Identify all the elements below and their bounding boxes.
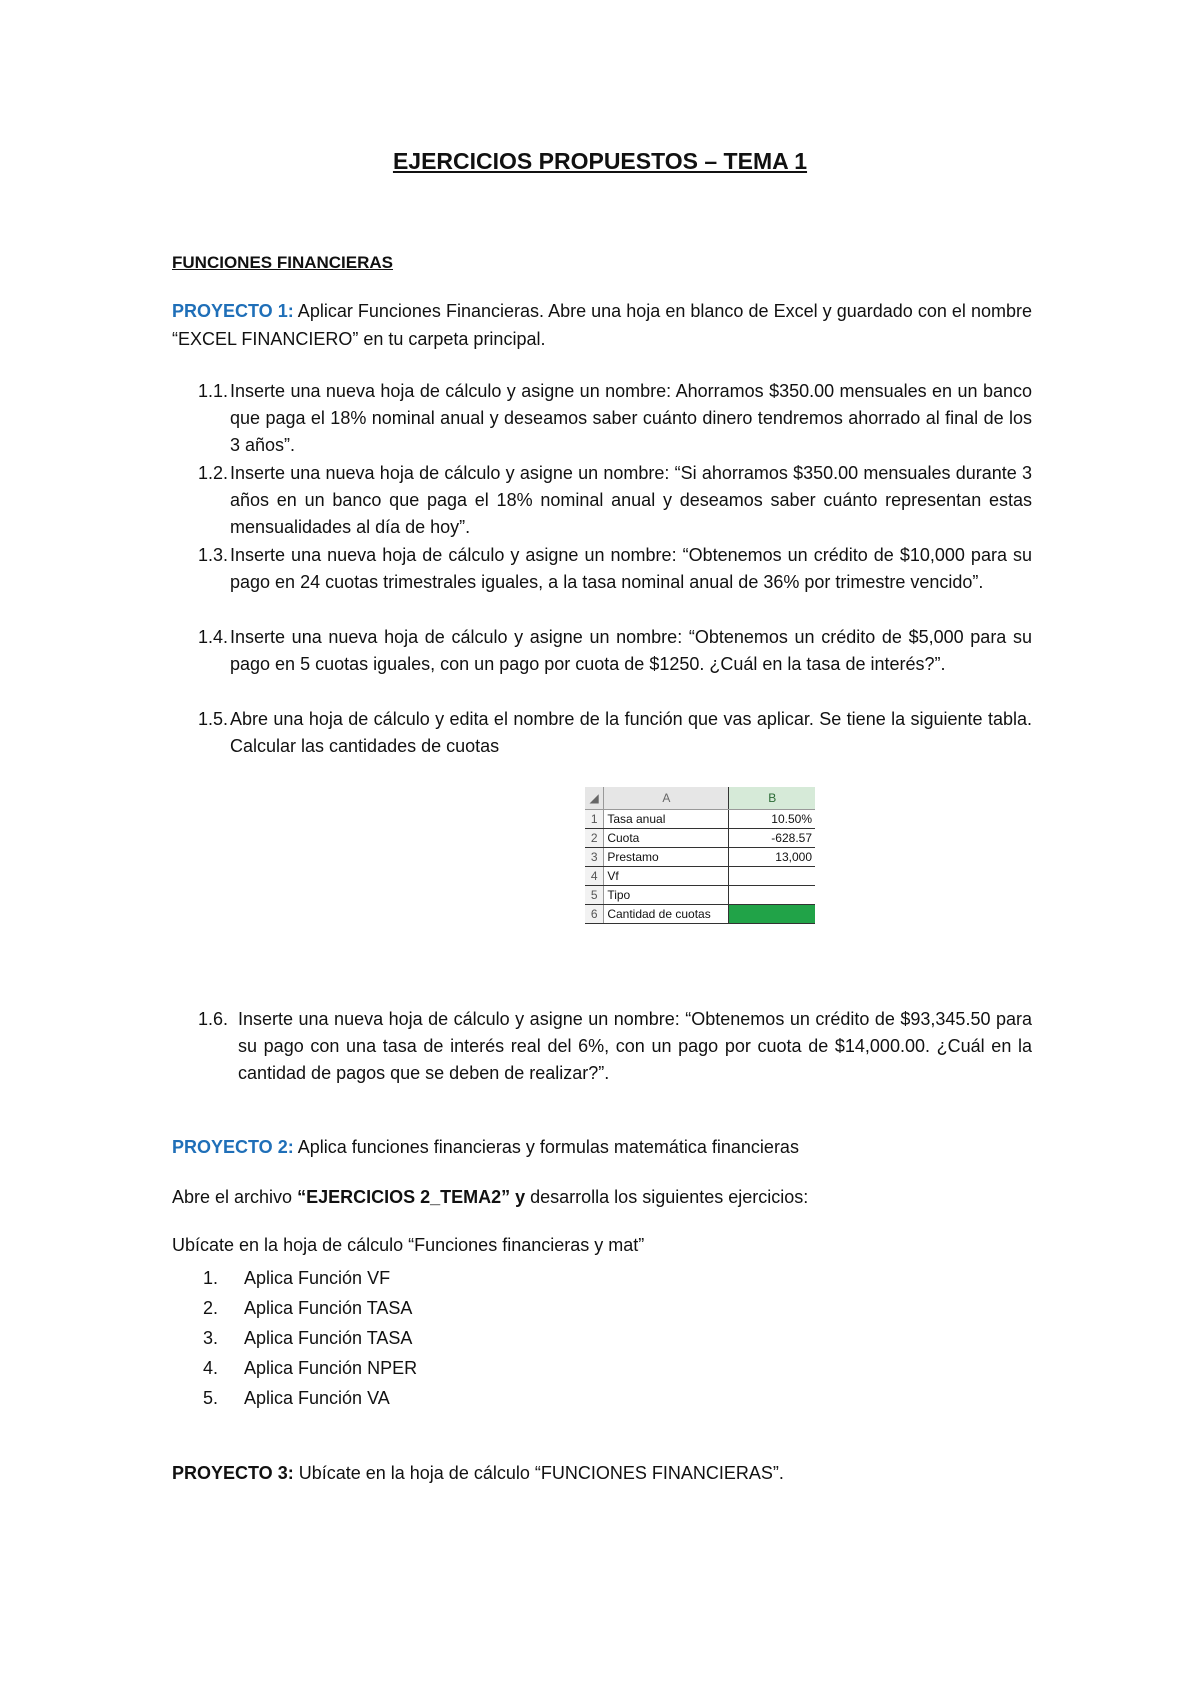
cell-value: -628.57 [729,829,815,848]
page-title: EJERCICIOS PROPUESTOS – TEMA 1 [392,148,808,174]
row-number: 6 [585,905,604,924]
row-number: 3 [585,848,604,867]
cell-label: Cuota [604,829,729,848]
project-1-paragraph [172,297,1032,353]
item-number: 1.6. [197,1009,228,1029]
list-text: Aplica Función NPER [244,1358,418,1378]
spreadsheet-image [585,787,815,937]
list-number: 4. [202,1358,218,1378]
open-file-post: desarrolla los siguientes ejercicios: [525,1187,809,1207]
cell-value [729,867,815,886]
cell-label: Prestamo [604,848,729,867]
list-text: Aplica Función VF [244,1268,391,1288]
cell-value: 10.50% [729,810,815,829]
item-number: 1.3. [197,545,228,565]
cell-label: Cantidad de cuotas [604,905,729,924]
row-number: 2 [585,829,604,848]
list-item [172,1263,572,1293]
section-heading: FUNCIONES FINANCIERAS [172,253,394,272]
project-2-text: Aplica funciones financieras y formulas matemática financieras [293,1137,799,1157]
column-header-a: A [604,787,729,810]
column-header-row [585,787,815,810]
table-row [585,867,815,886]
cell-label: Vf [604,867,729,886]
table-row [585,810,815,829]
project-1-label: PROYECTO 1: [172,301,294,321]
list-item [172,1353,572,1383]
item-number: 1.5. [197,709,228,729]
list-number: 1. [202,1268,218,1288]
item-text: Inserte una nueva hoja de cálculo y asigne un nombre: “Si ahorramos $350.00 mensuales durante 3 años en un banco que paga el 18% nominal anual y deseamos saber cuánto representan estas mensualidades al día de hoy”. [230,463,1032,537]
table-row [585,905,815,924]
selected-result-cell [729,905,815,924]
row-number: 4 [585,867,604,886]
item-text: Abre una hoja de cálculo y edita el nombre de la función que vas aplicar. Se tiene la siguiente tabla. Calcular las cantidades de cuotas [230,709,1032,756]
item-text: Inserte una nueva hoja de cálculo y asigne un nombre: “Obtenemos un crédito de $10,000 para su pago en 24 cuotas trimestrales iguales, a la tasa nominal anual de 36% por trimestre vencido”. [230,545,1032,592]
item-number: 1.4. [197,627,228,647]
row-number: 5 [585,886,604,905]
spreadsheet-table [585,787,815,924]
list-number: 2. [202,1298,218,1318]
list-number: 3. [202,1328,218,1348]
project-2-heading [172,1133,1032,1161]
locate-sheet-paragraph: Ubícate en la hoja de cálculo “Funciones financieras y mat” [172,1235,645,1255]
open-file-paragraph [172,1183,1032,1211]
table-row [585,848,815,867]
item-number: 1.1. [197,381,228,401]
project-3-label: PROYECTO 3: [172,1463,294,1483]
item-text: Inserte una nueva hoja de cálculo y asigne un nombre: Ahorramos $350.00 mensuales en un banco que paga el 18% nominal anual y deseamos saber cuánto dinero tendremos ahorrado al final de los 3 años”. [230,381,1032,455]
project-2-label: PROYECTO 2: [172,1137,294,1157]
project-1-text: Aplicar Funciones Financieras. Abre una hoja en blanco de Excel y guardado con el nombre “EXCEL FINANCIERO” en tu carpeta principal. [172,301,1032,349]
list-item [172,1323,572,1353]
list-text: Aplica Función VA [244,1388,390,1408]
cell-label: Tasa anual [604,810,729,829]
list-item [172,1293,572,1323]
cell-label: Tipo [604,886,729,905]
project-3-paragraph [172,1459,1032,1487]
open-file-pre: Abre el archivo [172,1187,298,1207]
project-3-text: Ubícate en la hoja de cálculo “FUNCIONES FINANCIERAS”. [293,1463,784,1483]
table-row [585,829,815,848]
corner-cell: ◢ [585,787,604,810]
list-item [172,1383,572,1413]
cell-value [729,886,815,905]
cell-value: 13,000 [729,848,815,867]
column-header-b: B [729,787,815,810]
table-row [585,886,815,905]
open-file-name: “EJERCICIOS 2_TEMA2” y [297,1187,526,1207]
item-text: Inserte una nueva hoja de cálculo y asigne un nombre: “Obtenemos un crédito de $93,345.50 para su pago con una tasa de interés real del 6%, con un pago por cuota de $14,000.00. ¿Cuál en la cantidad de pagos que se deben de realizar?”. [238,1009,1032,1083]
row-number: 1 [585,810,604,829]
list-text: Aplica Función TASA [244,1298,413,1318]
item-text: Inserte una nueva hoja de cálculo y asigne un nombre: “Obtenemos un crédito de $5,000 para su pago en 5 cuotas iguales, con un pago por cuota de $1250. ¿Cuál en la tasa de interés?”. [230,627,1032,674]
item-number: 1.2. [197,463,228,483]
list-text: Aplica Función TASA [244,1328,413,1348]
list-number: 5. [202,1388,218,1408]
